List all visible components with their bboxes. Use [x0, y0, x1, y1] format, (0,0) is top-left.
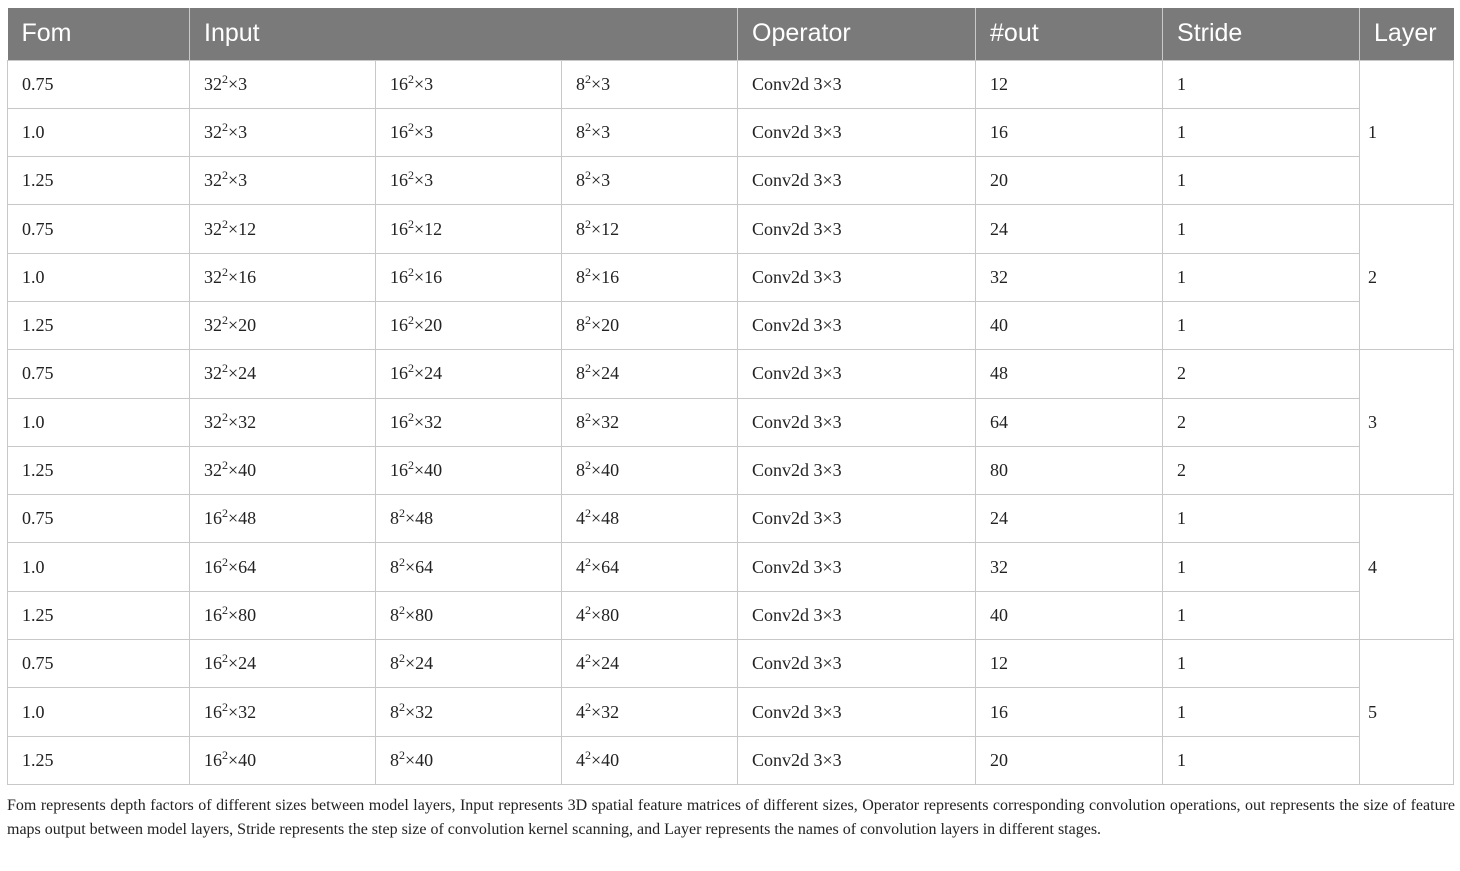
out-cell: 32 [976, 543, 1163, 591]
stride-cell: 1 [1163, 108, 1360, 156]
table-row [8, 60, 1454, 108]
input-base: 16 [390, 266, 408, 287]
input-channels: ×24 [591, 653, 620, 674]
stride-cell: 1 [1163, 495, 1360, 543]
input-exponent: 2 [585, 119, 591, 134]
input-base: 8 [390, 508, 399, 529]
input-exponent: 2 [222, 409, 228, 424]
input-base: 32 [204, 121, 222, 142]
input-base: 32 [204, 170, 222, 191]
convolution-layer-table [7, 8, 1454, 785]
input-base: 8 [576, 73, 585, 94]
input-channels: ×3 [591, 73, 611, 94]
input-cell-large [190, 495, 376, 543]
input-cell-medium [376, 157, 562, 205]
input-cell-large [190, 736, 376, 784]
stride-cell: 1 [1163, 640, 1360, 688]
fom-cell: 1.25 [8, 591, 190, 639]
input-exponent: 2 [585, 747, 591, 762]
input-channels: ×64 [591, 556, 620, 577]
input-cell-small [562, 350, 738, 398]
out-cell: 80 [976, 446, 1163, 494]
operator-cell: Conv2d 3×3 [738, 398, 976, 446]
input-exponent: 2 [222, 313, 228, 328]
input-exponent: 2 [585, 409, 591, 424]
input-base: 8 [576, 170, 585, 191]
out-cell: 20 [976, 736, 1163, 784]
table-row [8, 205, 1454, 253]
out-cell: 16 [976, 688, 1163, 736]
input-cell-medium [376, 60, 562, 108]
input-cell-small [562, 591, 738, 639]
layer-cell: 2 [1360, 205, 1454, 350]
input-exponent: 2 [585, 168, 591, 183]
input-channels: ×48 [591, 508, 620, 529]
table-row [8, 398, 1454, 446]
stride-cell: 1 [1163, 591, 1360, 639]
stride-cell: 1 [1163, 157, 1360, 205]
input-channels: ×24 [591, 363, 620, 384]
fom-cell: 1.25 [8, 446, 190, 494]
operator-cell: Conv2d 3×3 [738, 591, 976, 639]
input-channels: ×80 [228, 604, 257, 625]
input-exponent: 2 [399, 651, 405, 666]
input-cell-medium [376, 736, 562, 784]
input-channels: ×32 [228, 411, 257, 432]
input-cell-small [562, 495, 738, 543]
out-cell: 48 [976, 350, 1163, 398]
input-cell-large [190, 108, 376, 156]
input-channels: ×24 [405, 653, 434, 674]
operator-cell: Conv2d 3×3 [738, 157, 976, 205]
input-base: 8 [576, 411, 585, 432]
operator-cell: Conv2d 3×3 [738, 205, 976, 253]
input-exponent: 2 [222, 458, 228, 473]
input-channels: ×32 [414, 411, 443, 432]
fom-cell: 1.0 [8, 543, 190, 591]
input-cell-large [190, 688, 376, 736]
fom-cell: 1.25 [8, 736, 190, 784]
input-exponent: 2 [222, 71, 228, 86]
input-channels: ×3 [228, 73, 248, 94]
out-cell: 40 [976, 591, 1163, 639]
input-cell-medium [376, 350, 562, 398]
input-cell-large [190, 253, 376, 301]
input-exponent: 2 [585, 602, 591, 617]
input-exponent: 2 [585, 361, 591, 376]
input-exponent: 2 [408, 361, 414, 376]
input-channels: ×40 [591, 749, 620, 770]
input-channels: ×20 [591, 315, 620, 336]
out-cell: 32 [976, 253, 1163, 301]
header-layer: Layer [1360, 8, 1454, 60]
input-cell-large [190, 640, 376, 688]
fom-cell: 1.0 [8, 398, 190, 446]
input-exponent: 2 [585, 506, 591, 521]
operator-cell: Conv2d 3×3 [738, 543, 976, 591]
fom-cell: 0.75 [8, 640, 190, 688]
input-exponent: 2 [222, 699, 228, 714]
layer-cell: 5 [1360, 640, 1454, 785]
input-base: 16 [390, 121, 408, 142]
stride-cell: 1 [1163, 736, 1360, 784]
input-exponent: 2 [408, 458, 414, 473]
input-exponent: 2 [585, 651, 591, 666]
table-caption: Fom represents depth factors of different sizes between model layers, Input represents 3D spatial feature matrices of different sizes, Operator represents corresponding convolution operations, out represents the size of feature maps output between model layers, Stride represents the step size of convolution kernel scanning, and Layer represents the names of convolution layers in different stages. [7, 797, 1455, 838]
input-base: 8 [576, 266, 585, 287]
input-base: 4 [576, 653, 585, 674]
header-out: #out [976, 8, 1163, 60]
operator-cell: Conv2d 3×3 [738, 301, 976, 349]
input-channels: ×16 [591, 266, 620, 287]
operator-cell: Conv2d 3×3 [738, 736, 976, 784]
input-base: 16 [390, 460, 408, 481]
input-base: 16 [390, 315, 408, 336]
operator-cell: Conv2d 3×3 [738, 640, 976, 688]
stride-cell: 1 [1163, 301, 1360, 349]
input-channels: ×16 [414, 266, 443, 287]
input-exponent: 2 [222, 506, 228, 521]
table-row [8, 640, 1454, 688]
fom-cell: 0.75 [8, 350, 190, 398]
input-channels: ×24 [414, 363, 443, 384]
input-base: 8 [576, 121, 585, 142]
input-exponent: 2 [408, 409, 414, 424]
input-cell-large [190, 591, 376, 639]
input-base: 8 [390, 653, 399, 674]
input-base: 16 [390, 218, 408, 239]
input-channels: ×40 [405, 749, 434, 770]
header-row [8, 8, 1454, 60]
input-channels: ×3 [228, 121, 248, 142]
input-channels: ×32 [591, 411, 620, 432]
input-base: 4 [576, 701, 585, 722]
input-channels: ×3 [228, 170, 248, 191]
table-row [8, 301, 1454, 349]
table-row [8, 736, 1454, 784]
input-channels: ×40 [591, 460, 620, 481]
stride-cell: 2 [1163, 350, 1360, 398]
header-input: Input [190, 8, 738, 60]
input-cell-small [562, 446, 738, 494]
input-base: 16 [204, 653, 222, 674]
input-channels: ×20 [228, 315, 257, 336]
input-cell-medium [376, 688, 562, 736]
input-base: 16 [390, 411, 408, 432]
input-cell-large [190, 446, 376, 494]
table-row [8, 253, 1454, 301]
input-exponent: 2 [399, 506, 405, 521]
input-channels: ×20 [414, 315, 443, 336]
table-row [8, 446, 1454, 494]
input-base: 8 [390, 604, 399, 625]
input-cell-medium [376, 543, 562, 591]
input-channels: ×12 [228, 218, 257, 239]
input-exponent: 2 [222, 651, 228, 666]
fom-cell: 0.75 [8, 205, 190, 253]
out-cell: 40 [976, 301, 1163, 349]
input-exponent: 2 [585, 71, 591, 86]
input-exponent: 2 [222, 216, 228, 231]
input-base: 8 [390, 749, 399, 770]
input-exponent: 2 [585, 264, 591, 279]
input-base: 32 [204, 363, 222, 384]
input-base: 4 [576, 556, 585, 577]
input-cell-small [562, 640, 738, 688]
input-channels: ×40 [228, 460, 257, 481]
input-base: 8 [576, 218, 585, 239]
header-stride: Stride [1163, 8, 1360, 60]
input-channels: ×40 [414, 460, 443, 481]
input-channels: ×64 [228, 556, 257, 577]
input-base: 16 [390, 170, 408, 191]
stride-cell: 2 [1163, 446, 1360, 494]
table-body [8, 60, 1454, 784]
stride-cell: 1 [1163, 205, 1360, 253]
input-base: 4 [576, 604, 585, 625]
fom-cell: 1.25 [8, 157, 190, 205]
input-cell-medium [376, 301, 562, 349]
input-cell-small [562, 157, 738, 205]
input-cell-large [190, 60, 376, 108]
layer-cell: 4 [1360, 495, 1454, 640]
input-exponent: 2 [408, 216, 414, 231]
input-cell-small [562, 205, 738, 253]
input-base: 32 [204, 315, 222, 336]
table-row [8, 591, 1454, 639]
operator-cell: Conv2d 3×3 [738, 253, 976, 301]
operator-cell: Conv2d 3×3 [738, 108, 976, 156]
input-exponent: 2 [585, 458, 591, 473]
input-channels: ×80 [591, 604, 620, 625]
layer-cell: 3 [1360, 350, 1454, 495]
input-base: 16 [204, 749, 222, 770]
input-exponent: 2 [222, 168, 228, 183]
table-row [8, 495, 1454, 543]
input-cell-medium [376, 253, 562, 301]
input-exponent: 2 [399, 602, 405, 617]
input-cell-large [190, 398, 376, 446]
operator-cell: Conv2d 3×3 [738, 688, 976, 736]
input-exponent: 2 [408, 313, 414, 328]
input-exponent: 2 [222, 554, 228, 569]
input-exponent: 2 [585, 313, 591, 328]
input-cell-medium [376, 108, 562, 156]
input-cell-large [190, 350, 376, 398]
input-cell-small [562, 688, 738, 736]
layer-cell: 1 [1360, 60, 1454, 205]
input-exponent: 2 [408, 168, 414, 183]
input-channels: ×64 [405, 556, 434, 577]
input-base: 32 [204, 73, 222, 94]
input-exponent: 2 [408, 264, 414, 279]
fom-cell: 0.75 [8, 495, 190, 543]
out-cell: 12 [976, 60, 1163, 108]
input-base: 8 [576, 460, 585, 481]
out-cell: 12 [976, 640, 1163, 688]
table-header [8, 8, 1454, 60]
input-channels: ×40 [228, 749, 257, 770]
input-exponent: 2 [222, 602, 228, 617]
input-channels: ×32 [591, 701, 620, 722]
operator-cell: Conv2d 3×3 [738, 495, 976, 543]
stride-cell: 1 [1163, 543, 1360, 591]
fom-cell: 1.0 [8, 253, 190, 301]
input-cell-medium [376, 446, 562, 494]
stride-cell: 1 [1163, 60, 1360, 108]
input-base: 8 [390, 556, 399, 577]
input-cell-medium [376, 640, 562, 688]
table-row [8, 688, 1454, 736]
out-cell: 16 [976, 108, 1163, 156]
input-cell-small [562, 543, 738, 591]
stride-cell: 1 [1163, 253, 1360, 301]
input-base: 16 [390, 363, 408, 384]
input-channels: ×3 [591, 170, 611, 191]
input-base: 16 [204, 701, 222, 722]
table-row [8, 543, 1454, 591]
out-cell: 24 [976, 205, 1163, 253]
input-cell-small [562, 60, 738, 108]
table-row [8, 108, 1454, 156]
fom-cell: 1.0 [8, 688, 190, 736]
operator-cell: Conv2d 3×3 [738, 350, 976, 398]
input-cell-large [190, 543, 376, 591]
stride-cell: 1 [1163, 688, 1360, 736]
input-channels: ×12 [591, 218, 620, 239]
input-cell-large [190, 157, 376, 205]
table-row [8, 157, 1454, 205]
operator-cell: Conv2d 3×3 [738, 60, 976, 108]
input-exponent: 2 [399, 747, 405, 762]
input-channels: ×48 [228, 508, 257, 529]
input-base: 16 [204, 604, 222, 625]
input-exponent: 2 [222, 747, 228, 762]
input-cell-small [562, 398, 738, 446]
input-base: 32 [204, 411, 222, 432]
input-exponent: 2 [408, 71, 414, 86]
input-exponent: 2 [399, 699, 405, 714]
input-base: 4 [576, 508, 585, 529]
input-cell-medium [376, 591, 562, 639]
input-channels: ×16 [228, 266, 257, 287]
input-base: 32 [204, 218, 222, 239]
fom-cell: 1.0 [8, 108, 190, 156]
input-base: 8 [576, 363, 585, 384]
input-channels: ×3 [414, 121, 434, 142]
input-exponent: 2 [585, 699, 591, 714]
input-base: 16 [390, 73, 408, 94]
header-fom: Fom [8, 8, 190, 60]
input-exponent: 2 [222, 361, 228, 376]
input-channels: ×80 [405, 604, 434, 625]
table-row [8, 350, 1454, 398]
input-base: 8 [390, 701, 399, 722]
input-channels: ×3 [591, 121, 611, 142]
input-base: 16 [204, 556, 222, 577]
out-cell: 24 [976, 495, 1163, 543]
input-channels: ×3 [414, 170, 434, 191]
input-exponent: 2 [408, 119, 414, 134]
input-cell-large [190, 301, 376, 349]
input-base: 32 [204, 460, 222, 481]
input-cell-small [562, 253, 738, 301]
input-channels: ×24 [228, 653, 257, 674]
input-channels: ×12 [414, 218, 443, 239]
operator-cell: Conv2d 3×3 [738, 446, 976, 494]
input-channels: ×32 [228, 701, 257, 722]
input-cell-medium [376, 495, 562, 543]
fom-cell: 0.75 [8, 60, 190, 108]
header-operator: Operator [738, 8, 976, 60]
out-cell: 64 [976, 398, 1163, 446]
fom-cell: 1.25 [8, 301, 190, 349]
input-cell-medium [376, 205, 562, 253]
input-base: 16 [204, 508, 222, 529]
out-cell: 20 [976, 157, 1163, 205]
input-base: 4 [576, 749, 585, 770]
input-channels: ×24 [228, 363, 257, 384]
input-channels: ×48 [405, 508, 434, 529]
input-cell-small [562, 301, 738, 349]
input-base: 32 [204, 266, 222, 287]
input-channels: ×3 [414, 73, 434, 94]
input-channels: ×32 [405, 701, 434, 722]
input-cell-large [190, 205, 376, 253]
input-exponent: 2 [222, 264, 228, 279]
stride-cell: 2 [1163, 398, 1360, 446]
input-exponent: 2 [585, 554, 591, 569]
input-exponent: 2 [585, 216, 591, 231]
input-cell-small [562, 736, 738, 784]
input-base: 8 [576, 315, 585, 336]
input-cell-small [562, 108, 738, 156]
input-exponent: 2 [222, 119, 228, 134]
input-cell-medium [376, 398, 562, 446]
input-exponent: 2 [399, 554, 405, 569]
